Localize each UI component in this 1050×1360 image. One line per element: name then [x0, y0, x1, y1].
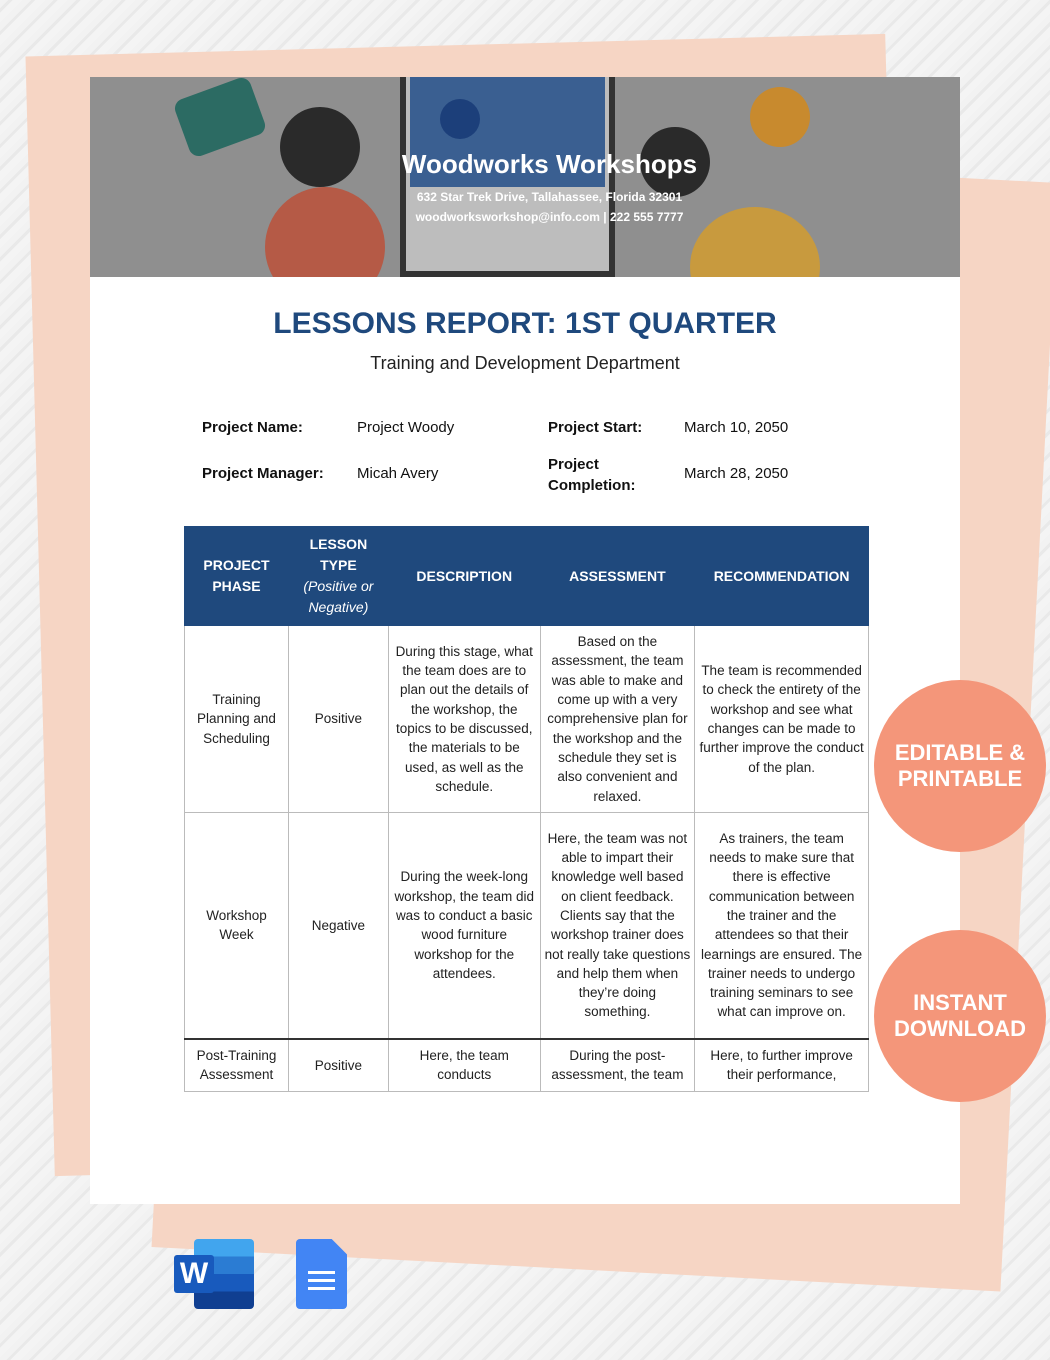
cell-description: Here, the team conducts — [388, 1039, 540, 1092]
header-recommendation: RECOMMENDATION — [695, 527, 869, 626]
header-project-phase: PROJECT PHASE — [185, 527, 289, 626]
cell-description: During the week-long workshop, the team did was to conduct a basic wood furniture workshop for the attendees. — [388, 813, 540, 1039]
cell-type: Positive — [288, 1039, 388, 1092]
cell-phase: Post-Training Assessment — [185, 1039, 289, 1092]
cell-recommendation: The team is recommended to check the entirety of the workshop and see what changes can be made to further improve the conduct of the plan. — [695, 626, 869, 813]
cell-assessment: During the post-assessment, the team — [540, 1039, 695, 1092]
cell-type: Positive — [288, 626, 388, 813]
company-contact: woodworksworkshop@info.com | 222 555 7777 — [415, 210, 684, 224]
header-description: DESCRIPTION — [388, 527, 540, 626]
table-row — [185, 1039, 869, 1092]
header-lesson-type-note: (Positive or Negative) — [303, 578, 374, 615]
header-assessment: ASSESSMENT — [540, 527, 695, 626]
report-title: LESSONS REPORT: 1ST QUARTER — [273, 307, 777, 340]
project-manager-value: Micah Avery — [357, 465, 439, 482]
cell-phase: Training Planning and Scheduling — [185, 626, 289, 813]
header-lesson-type-label: LESSON TYPE — [309, 536, 368, 573]
project-start-value: March 10, 2050 — [684, 419, 789, 436]
project-completion-label: Project Completion: — [548, 456, 636, 494]
document-page — [90, 77, 960, 1204]
cell-assessment: Here, the team was not able to impart their knowledge well based on client feedback. Clients say that the workshop trainer does not really take questions and help them when they’re doing something. — [540, 813, 695, 1039]
badge-label: INSTANT DOWNLOAD — [894, 990, 1026, 1041]
header-lesson-type — [288, 527, 388, 626]
cell-recommendation: Here, to further improve their performance, — [695, 1039, 869, 1092]
word-icon: W — [174, 1239, 254, 1309]
header-banner — [90, 77, 960, 277]
project-name-label: Project Name: — [202, 419, 303, 436]
instant-download-badge — [874, 930, 1046, 1102]
cell-assessment: Based on the assessment, the team was able to make and come up with a very comprehensive plan for the workshop and the schedule they set is also convenient and relaxed. — [540, 626, 695, 813]
project-name-value: Project Woody — [357, 419, 455, 436]
badge-label: EDITABLE & PRINTABLE — [894, 740, 1026, 791]
cell-phase: Workshop Week — [185, 813, 289, 1039]
table-row — [185, 813, 869, 1039]
project-manager-label: Project Manager: — [202, 465, 324, 482]
lessons-table — [184, 526, 869, 1092]
project-start-label: Project Start: — [548, 419, 643, 436]
table-header-row — [185, 527, 869, 626]
company-address: 632 Star Trek Drive, Tallahassee, Florida 32301 — [416, 190, 683, 204]
editable-printable-badge — [874, 680, 1046, 852]
table-row — [185, 626, 869, 813]
project-completion-value: March 28, 2050 — [684, 465, 789, 482]
company-name: Woodworks Workshops — [401, 149, 698, 179]
cell-description: During this stage, what the team does are to plan out the details of the workshop, the topics to be discussed, the materials to be used, as well as the schedule. — [388, 626, 540, 813]
cell-recommendation: As trainers, the team needs to make sure that there is effective communication between the trainer and the attendees so that their learnings are ensured. The trainer needs to undergo training seminars to see what can improve on. — [695, 813, 869, 1039]
cell-type: Negative — [288, 813, 388, 1039]
report-subtitle: Training and Development Department — [370, 353, 680, 373]
google-docs-icon — [296, 1239, 347, 1309]
